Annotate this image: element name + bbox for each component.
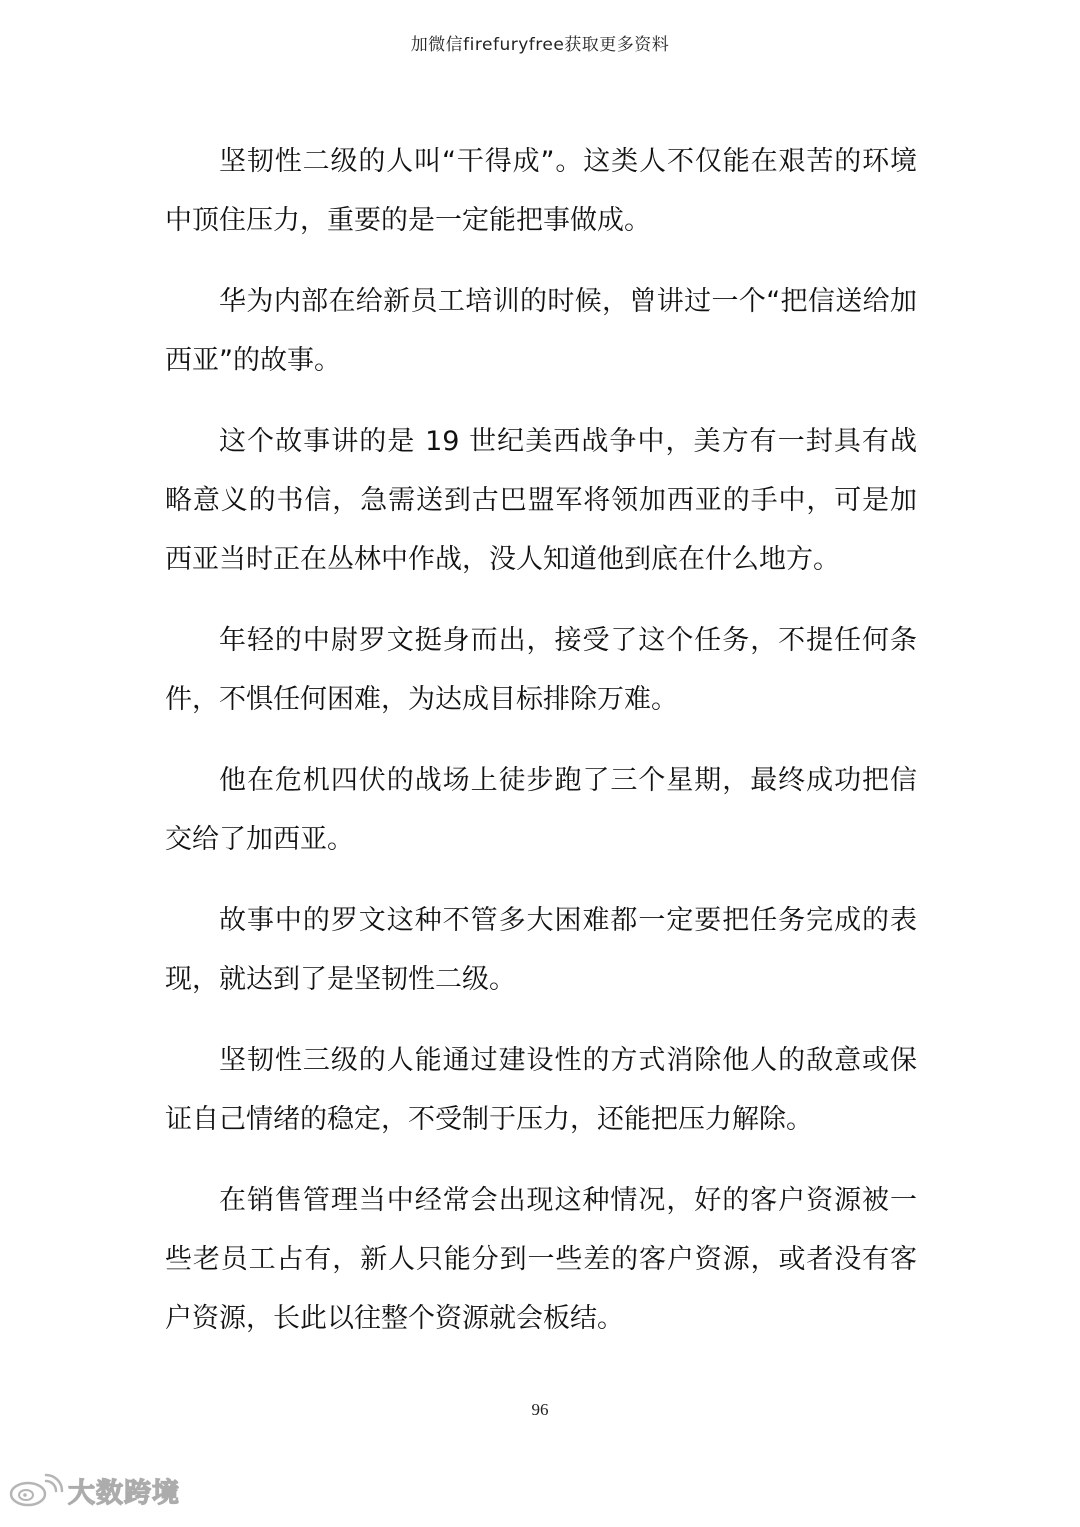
paragraph: 华为内部在给新员工培训的时候，曾讲过一个“把信送给加西亚”的故事。 — [165, 286, 917, 376]
paragraph: 故事中的罗文这种不管多大困难都一定要把任务完成的表现，就达到了是坚韧性二级。 — [165, 905, 917, 995]
page-header: 加微信firefuryfree获取更多资料 — [410, 35, 670, 55]
page-number: 96 — [531, 1400, 549, 1419]
weibo-logo-icon — [6, 1473, 66, 1507]
watermark — [6, 1470, 180, 1510]
paragraph: 坚韧性二级的人叫“干得成”。这类人不仅能在艰苦的环境中顶住压力，重要的是一定能把事做成。 — [165, 146, 917, 236]
paragraph: 在销售管理当中经常会出现这种情况，好的客户资源被一些老员工占有，新人只能分到一些差的客户资源，或者没有客户资源，长此以往整个资源就会板结。 — [165, 1185, 917, 1334]
paragraph: 这个故事讲的是 19 世纪美西战争中，美方有一封具有战略意义的书信，急需送到古巴盟军将领加西亚的手中，可是加西亚当时正在丛林中作战，没人知道他到底在什么地方。 — [165, 426, 917, 575]
paragraph: 年轻的中尉罗文挺身而出，接受了这个任务，不提任何条件，不惧任何困难，为达成目标排除万难。 — [165, 625, 917, 715]
page-body — [165, 132, 917, 1348]
paragraph: 坚韧性三级的人能通过建设性的方式消除他人的敌意或保证自己情绪的稳定，不受制于压力，还能把压力解除。 — [165, 1045, 917, 1135]
watermark-text: 大数跨境 — [68, 1477, 180, 1509]
paragraph: 他在危机四伏的战场上徒步跑了三个星期，最终成功把信交给了加西亚。 — [165, 765, 917, 855]
